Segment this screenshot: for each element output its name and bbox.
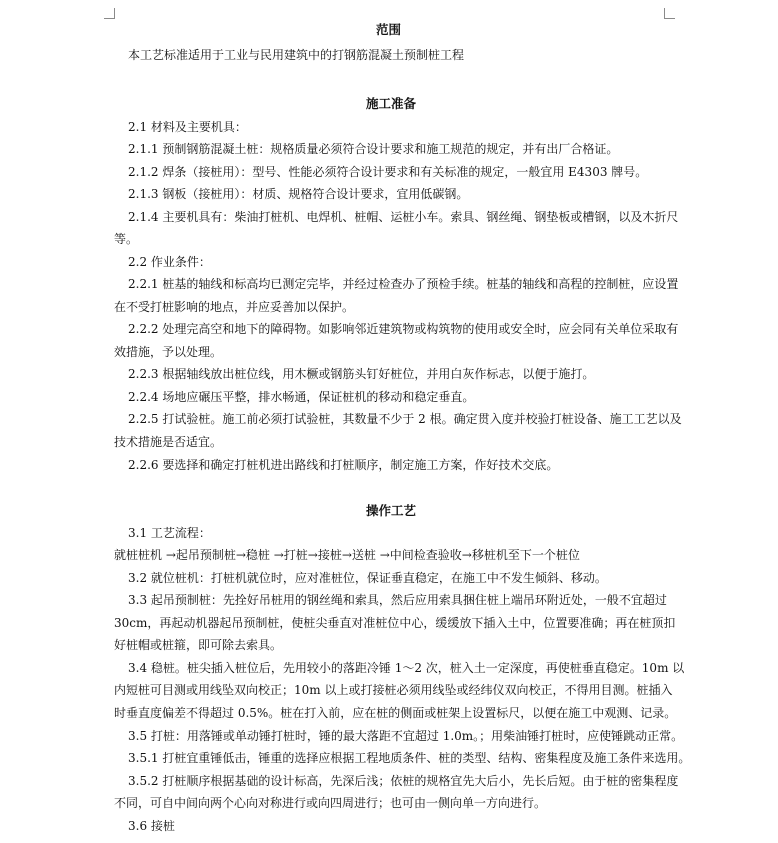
paragraph-line: 本工艺标准适用于工业与民用建筑中的打钢筋混凝土预制桩工程 — [128, 48, 465, 62]
paragraph-line: 2.2 作业条件： — [128, 255, 211, 269]
paragraph-line: 3.2 就位桩机：打桩机就位时，应对准桩位，保证垂直稳定，在施工中不发生倾斜、移动。 — [128, 571, 607, 585]
section-heading-preparation: 施工准备 — [366, 96, 417, 111]
paragraph-line: 3.4 稳桩。桩尖插入桩位后，先用较小的落距冷锤 1～2 次，桩入土一定深度，再使桩垂直稳定。10m 以 — [128, 661, 685, 675]
paragraph-line: 2.2.2 处理完高空和地下的障碍物。如影响邻近建筑物或构筑物的使用或安全时，应会同有关单位采取有 — [128, 322, 679, 336]
paragraph-line: 2.2.5 打试验桩。施工前必须打试验桩，其数量不少于 2 根。确定贯入度并校验打桩设备、施工工艺以及 — [128, 412, 682, 426]
paragraph-line: 30cm，再起动机器起吊预制桩，使桩尖垂直对准桩位中心，缓缓放下插入土中，位置要准确；再在桩顶扣 — [114, 616, 676, 630]
paragraph-line: 3.5 打桩：用落锤或单动锤打桩时，锤的最大落距不宜超过 1.0m。；用柴油锤打桩时，应使锤跳动正常。 — [128, 729, 684, 743]
paragraph-line: 内短桩可目测或用线坠双向校正；10m 以上或打接桩必须用线坠或经纬仪双向校正，不得用目测。桩插入 — [114, 683, 673, 697]
paragraph-line: 2.2.4 场地应碾压平整，排水畅通，保证桩机的移动和稳定垂直。 — [128, 390, 475, 404]
paragraph-line: 2.2.3 根据轴线放出桩位线，用木橛或钢筋头钉好桩位，并用白灰作标志，以便于施打。 — [128, 367, 595, 381]
paragraph-line: 2.1.3 钢板（接桩用）：材质、规格符合设计要求，宜用低碳钢。 — [128, 187, 469, 201]
crop-mark-top-left — [104, 8, 115, 19]
paragraph-line: 等。 — [114, 232, 139, 246]
section-heading-scope: 范围 — [376, 22, 402, 37]
crop-mark-top-right — [664, 8, 675, 19]
paragraph-line: 3.1 工艺流程： — [128, 526, 211, 540]
paragraph-line: 效措施，予以处理。 — [114, 345, 223, 359]
paragraph-line: 3.5.1 打桩宜重锤低击，锤重的选择应根据工程地质条件、桩的类型、结构、密集程度及施工条件来选用。 — [128, 751, 691, 765]
paragraph-line: 2.2.1 桩基的轴线和标高均已测定完毕，并经过检查办了预检手续。桩基的轴线和高程的控制桩，应设置 — [128, 277, 679, 291]
section-heading-operation: 操作工艺 — [366, 503, 417, 518]
paragraph-line: 在不受打桩影响的地点，并应妥善加以保护。 — [114, 300, 355, 314]
paragraph-line: 好桩帽或桩箍，即可除去索具。 — [114, 638, 283, 652]
paragraph-line: 2.1.4 主要机具有：柴油打桩机、电焊机、桩帽、运桩小车。索具、钢丝绳、钢垫板或槽钢，以及木折尺 — [128, 210, 679, 224]
paragraph-line: 3.6 接桩 — [128, 819, 175, 833]
paragraph-line: 2.1 材料及主要机具： — [128, 120, 247, 134]
paragraph-line: 2.1.2 焊条（接桩用）：型号、性能必须符合设计要求和有关标准的规定，一般宜用 E4303 牌号。 — [128, 165, 648, 179]
paragraph-line: 2.2.6 要选择和确定打桩机进出路线和打桩顺序，制定施工方案，作好技术交底。 — [128, 458, 559, 472]
paragraph-line: 3.3 起吊预制桩：先拴好吊桩用的钢丝绳和索具，然后应用索具捆住桩上端吊环附近处，一般不宜超过 — [128, 593, 667, 607]
paragraph-line: 不同，可自中间向两个心向对称进行或向四周进行；也可由一侧向单一方向进行。 — [114, 796, 547, 810]
paragraph-line: 就桩桩机 →起吊预制桩→稳桩 →打桩→接桩→送桩 →中间检查验收→移桩机至下一个桩位 — [114, 548, 580, 562]
paragraph-line: 2.1.1 预制钢筋混凝土桩：规格质量必须符合设计要求和施工规范的规定，并有出厂合格证。 — [128, 142, 619, 156]
paragraph-line: 3.5.2 打桩顺序根据基础的设计标高，先深后浅；依桩的规格宜先大后小，先长后短。由于桩的密集程度 — [128, 774, 679, 788]
paragraph-line: 时垂直度偏差不得超过 0.5%。桩在打入前，应在桩的侧面或桩架上设置标尺，以便在施工中观测、记录。 — [114, 706, 677, 720]
paragraph-line: 技术措施是否适宜。 — [114, 435, 223, 449]
